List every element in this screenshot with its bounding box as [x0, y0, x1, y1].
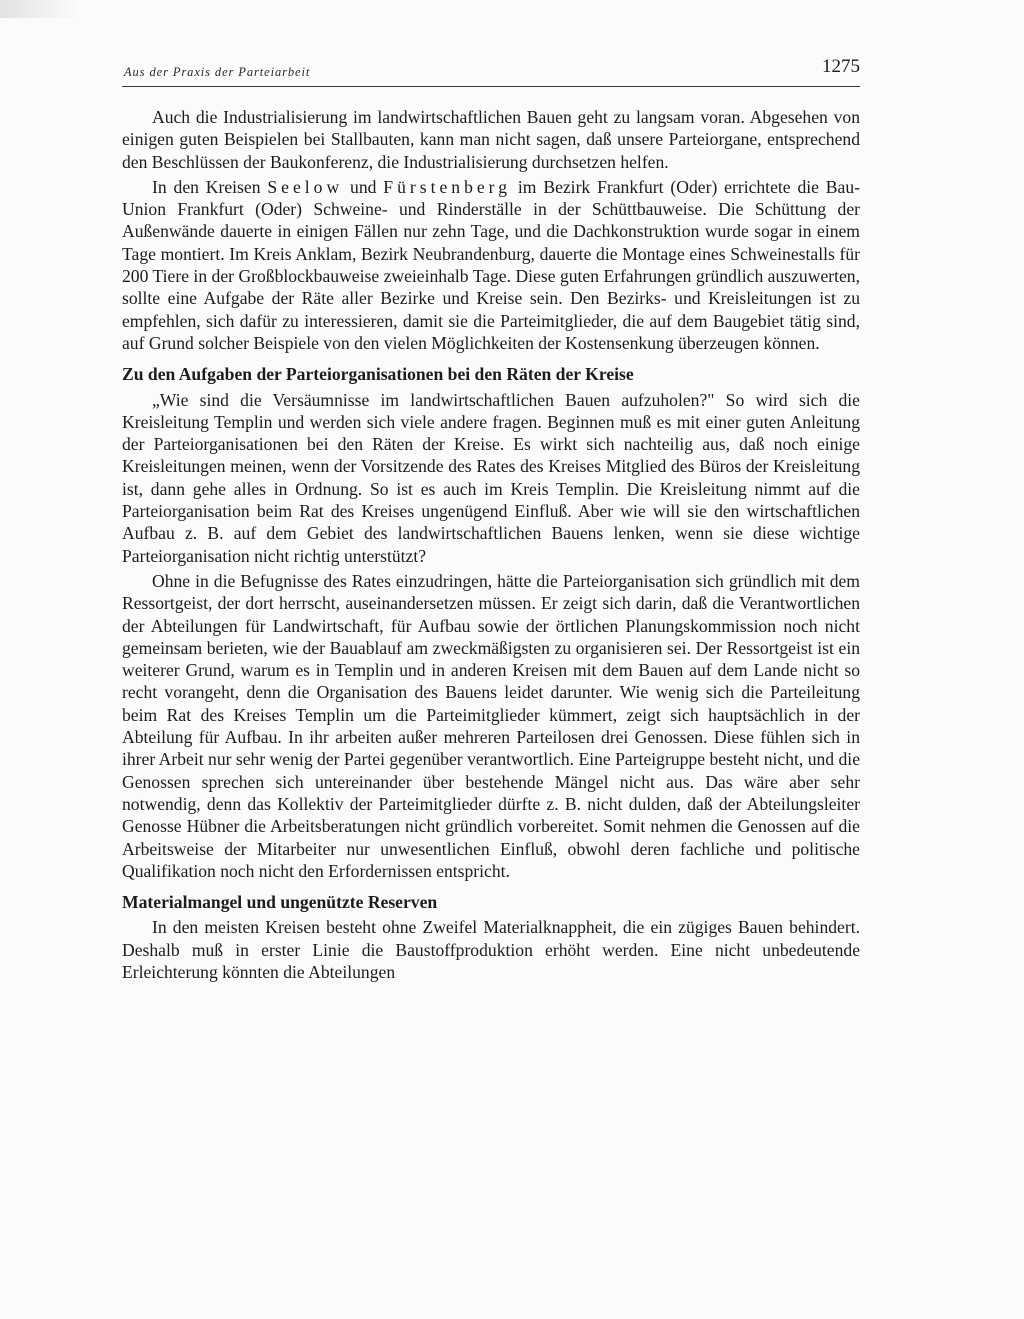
document-page [122, 56, 860, 986]
place-name-seelow: Seelow [267, 176, 344, 197]
section-heading-materialmangel: Materialmangel und ungenützte Reserven [122, 892, 438, 913]
paragraph-materialknappheit: In den meisten Kreisen besteht ohne Zweifel Materialknappheit, die ein zügiges Bauen behindert. Deshalb muß in erster Linie die Baustoffproduktion erhöht werden. Eine nicht unbedeutende Erleichterung könnten die Abteilungen [122, 917, 860, 982]
paragraph-versaeumnisse: „Wie sind die Versäumnisse im landwirtschaftlichen Bauen aufzuholen?" So wird sich die Kreisleitung Templin und werden sich viele andere fragen. Beginnen muß es mit einer guten Anleitung der Parteiorganisationen bei den Räten der Kreise. Es wirkt sich nachteilig aus, daß noch einige Kreisleitungen meinen, wenn der Vorsitzende des Rates des Kreises Mitglied des Büros der Kreisleitung ist, dann gehe alles in Ordnung. So ist es auch im Kreis Templin. Die Kreisleitung nimmt auf die Parteiorganisation beim Rat des Kreises ungenügend Einfluß. Aber wie will sie den wirtschaftlichen Aufbau z. B. auf dem Gebiet des landwirtschaftlichen Bauens lenken, wenn sie diese wichtige Parteiorganisation nicht richtig unterstützt? [122, 389, 860, 566]
paragraph-industrialisierung: Auch die Industrialisierung im landwirtschaftlichen Bauen geht zu langsam voran. Abgesehen von einigen guten Beispielen bei Stallbauten, kann man nicht sagen, daß unsere Parteiorgane, entsprechend den Beschlüssen der Baukonferenz, die Industrialisierung durchsetzen helfen. [122, 107, 860, 172]
paragraph-text-start: In den Kreisen [152, 176, 268, 197]
page-number: 1275 [822, 56, 860, 77]
paragraph-text-connector: und [343, 176, 384, 197]
running-title: Aus der Praxis der Parteiarbeit [124, 65, 311, 79]
place-name-fuerstenberg: Fürstenberg [383, 176, 512, 197]
scan-artifact [0, 0, 80, 18]
paragraph-ressortgeist: Ohne in die Befugnisse des Rates einzudringen, hätte die Parteiorganisation sich gründlich mit dem Ressortgeist, der dort herrscht, auseinandersetzen müssen. Er zeigt sich darin, daß die Verantwortlichen der Abteilungen für Landwirtschaft, für Aufbau sowie der örtlichen Planungskommission noch nicht gemeinsam berieten, wie der Bauablauf am zweckmäßigsten zu organisieren sei. Der Ressortgeist ist ein weiterer Grund, warum es in Templin und in anderen Kreisen mit dem Bauen auf dem Lande nicht so recht vorangeht, denn die Organisation des Bauens leidet darunter. Wie wenig sich die Parteileitung beim Rat des Kreises Templin um die Parteimitglieder kümmert, zeigt sich hauptsächlich in der Abteilung für Aufbau. In ihr arbeiten außer mehreren Parteilosen drei Genossen. Diese fühlen sich in ihrer Arbeit nur sehr wenig der Partei gegenüber verantwortlich. Eine Parteigruppe besteht nicht, und die Genossen sprechen sich untereinander über bestehende Mängel nicht aus. Das wäre aber sehr notwendig, denn das Kollektiv der Parteimitglieder dürfte z. B. nicht dulden, daß der Abteilungsleiter Genosse Hübner die Arbeitsberatungen nicht gründlich vorbereitet. Somit nehmen die Genossen auf die Arbeitsweise der Mitarbeiter nur unwesentlichen Einfluß, obwohl deren fachliche und politische Qualifikation noch nicht den Erfordernissen entspricht. [122, 570, 860, 881]
section-heading-aufgaben: Zu den Aufgaben der Parteiorganisationen bei den Räten der Kreise [122, 364, 634, 385]
paragraph-kreise-seelow-fuerstenberg [122, 176, 860, 354]
paragraph-text-rest: im Bezirk Frankfurt (Oder) errichtete die Bau-Union Frankfurt (Oder) Schweine- und Rinderställe in der Schüttbauweise. Die Schüttung der Außenwände dauerte in einigen Fällen nur zehn Tage, und die Dachkonstruktion wurde sogar in einem Tage montiert. Im Kreis Anklam, Bezirk Neubrandenburg, dauerte die Montage eines Schweinestalls für 200 Tiere in der Großblockbauweise zweieinhalb Tage. Diese guten Erfahrungen gründlich auszuwerten, sollte eine Aufgabe der Räte aller Bezirke und Kreise sein. Den Bezirks- und Kreisleitungen ist zu empfehlen, sich dafür zu interessieren, damit sie die Parteimitglieder, die auf dem Baugebiet tätig sind, auf Grund solcher Beispiele von den vielen Möglichkeiten der Kostensenkung überzeugen können. [122, 176, 860, 353]
running-header [122, 56, 860, 87]
body-text [122, 106, 860, 983]
